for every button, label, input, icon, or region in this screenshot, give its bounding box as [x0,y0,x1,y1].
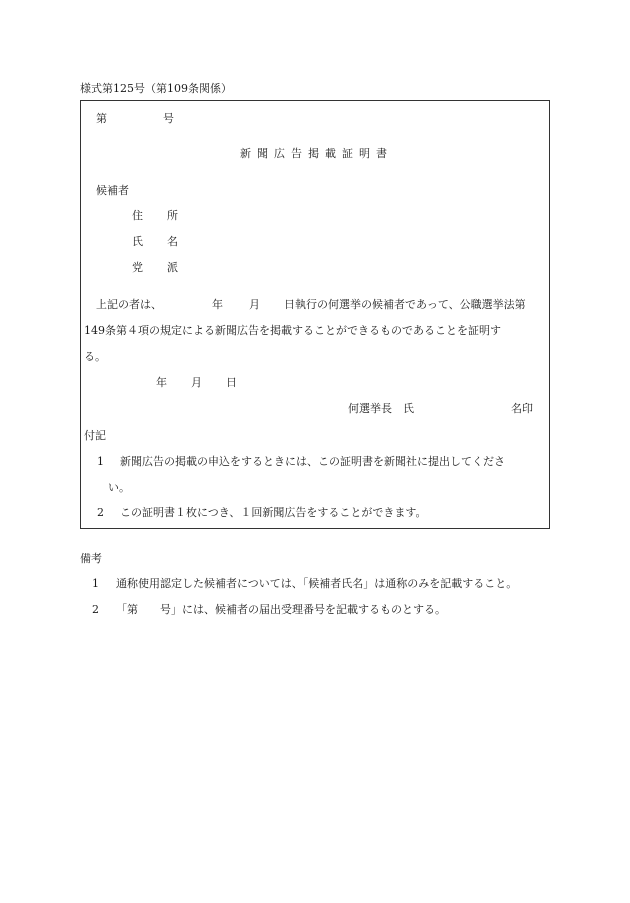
party-label-char2: 派 [167,261,178,274]
number-prefix: 第 [96,112,107,125]
note-2-number: 2 [97,506,104,519]
remark-1-number: 1 [92,577,99,590]
remarks-label: 備考 [80,552,102,565]
signer: 何選挙長 氏 [348,402,414,415]
candidate-label: 候補者 [96,184,129,197]
remark-1-text: 通称使用認定した候補者については、「候補者氏名」は通称のみを記載すること。 [116,577,518,590]
seal: 名印 [511,402,533,415]
name-label-char1: 氏 [132,235,143,248]
body-line-1-end: 日執行の何選挙の候補者であって、公職選挙法第 [284,298,526,311]
notes-label: 付記 [84,429,106,442]
note-1-number: 1 [97,455,104,468]
body-line-3: る。 [84,350,106,363]
body-month: 月 [249,298,260,311]
note-1-line-2: い。 [108,481,130,494]
number-suffix: 号 [163,112,174,125]
body-line-1-start: 上記の者は、 [96,298,162,311]
body-year: 年 [212,298,223,311]
certificate-title: 新聞広告掲載証明書 [240,147,393,160]
name-label [132,235,178,249]
body-line-2: 149条第４項の規定による新聞広告を掲載することができるものであることを証明す [84,324,501,337]
date-month: 月 [191,376,202,389]
address-label-char1: 住 [132,209,143,222]
date-year: 年 [156,376,167,389]
note-2-text: この証明書１枚につき、１回新聞広告をすることができます。 [120,506,427,519]
remark-2-number: 2 [92,603,99,616]
note-1-line-1: 新聞広告の掲載の申込をするときには、この証明書を新聞社に提出してくださ [120,455,505,468]
address-label-char2: 所 [167,209,178,222]
name-label-char2: 名 [167,235,178,248]
remark-2-text: 「第 号」には、候補者の届出受理番号を記載するものとする。 [116,603,446,616]
form-number: 様式第125号（第109条関係） [80,82,232,95]
party-label [132,261,178,275]
issue-date [156,376,237,390]
certificate-number-label [96,112,174,126]
body-line-1 [96,298,526,312]
date-day: 日 [226,376,237,389]
party-label-char1: 党 [132,261,143,274]
address-label [132,209,178,223]
